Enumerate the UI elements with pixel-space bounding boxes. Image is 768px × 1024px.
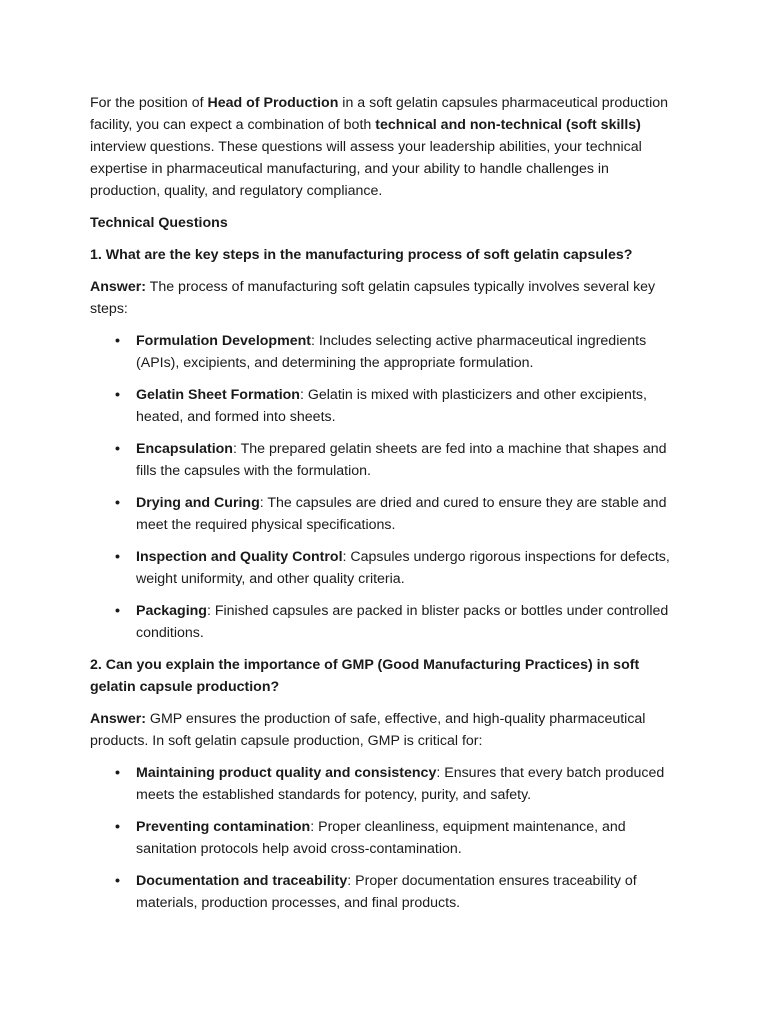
list-item-desc: : Includes selecting active pharmaceutical ingredients (APIs), excipients, and determining the appropriate formulation. — [136, 333, 647, 371]
list-item-term: Maintaining product quality and consistency — [136, 765, 437, 781]
answer-paragraph — [90, 708, 682, 752]
intro-bold-skills: technical and non-technical (soft skills) — [375, 117, 641, 133]
list-item-term: Inspection and Quality Control — [136, 549, 343, 565]
list-item — [115, 816, 682, 860]
list-item — [115, 870, 682, 914]
intro-bold-role: Head of Production — [207, 95, 339, 111]
list-item — [115, 438, 682, 482]
list-item-term: Drying and Curing — [136, 495, 260, 511]
list-item-term: Gelatin Sheet Formation — [136, 387, 300, 403]
bullet-icon: • — [115, 333, 120, 349]
list-item — [115, 492, 682, 536]
bullet-icon: • — [115, 495, 120, 511]
list-item-term: Preventing contamination — [136, 819, 311, 835]
bullet-list — [90, 762, 682, 914]
intro-paragraph — [90, 92, 682, 202]
answer-paragraph — [90, 276, 682, 320]
question-heading: 2. Can you explain the importance of GMP (Good Manufacturing Practices) in soft gelatin capsule production? — [90, 657, 640, 695]
list-item-term: Encapsulation — [136, 441, 233, 457]
answer-text: The process of manufacturing soft gelatin capsules typically involves several key steps: — [90, 279, 656, 317]
list-item-term: Packaging — [136, 603, 207, 619]
list-item-desc: : The prepared gelatin sheets are fed into a machine that shapes and fills the capsules with the formulation. — [136, 441, 667, 479]
answer-label: Answer: — [90, 279, 146, 295]
list-item — [115, 546, 682, 590]
bullet-icon: • — [115, 441, 120, 457]
bullet-icon: • — [115, 765, 120, 781]
list-item — [115, 762, 682, 806]
bullet-icon: • — [115, 819, 120, 835]
list-item — [115, 600, 682, 644]
intro-text-2: in a soft gelatin capsules pharmaceutical production facility, you can expect a combination of both — [90, 95, 669, 133]
bullet-list — [90, 330, 682, 644]
bullet-icon: • — [115, 873, 120, 889]
list-item-desc: : Capsules undergo rigorous inspections for defects, weight uniformity, and other quality criteria. — [136, 549, 670, 587]
intro-text-1: For the position of — [90, 95, 208, 111]
list-item-desc: : Ensures that every batch produced meets the established standards for potency, purity, and safety. — [136, 765, 665, 803]
intro-text-3: interview questions. These questions will assess your leadership abilities, your technical expertise in pharmaceutical manufacturing, and your ability to handle challenges in production, quality, and regulatory compliance. — [90, 139, 642, 199]
list-item — [115, 384, 682, 428]
bullet-icon: • — [115, 603, 120, 619]
question-heading: 1. What are the key steps in the manufacturing process of soft gelatin capsules? — [90, 247, 633, 263]
list-item-desc: : Gelatin is mixed with plasticizers and other excipients, heated, and formed into sheets. — [136, 387, 647, 425]
answer-label: Answer: — [90, 711, 146, 727]
list-item-desc: : Proper cleanliness, equipment maintenance, and sanitation protocols help avoid cross-contamination. — [136, 819, 626, 857]
list-item-term: Formulation Development — [136, 333, 311, 349]
list-item-term: Documentation and traceability — [136, 873, 348, 889]
answer-text: GMP ensures the production of safe, effective, and high-quality pharmaceutical products. In soft gelatin capsule production, GMP is critical for: — [90, 711, 646, 749]
list-item-desc: : Finished capsules are packed in blister packs or bottles under controlled conditions. — [136, 603, 669, 641]
list-item — [115, 330, 682, 374]
list-item-desc: : The capsules are dried and cured to ensure they are stable and meet the required physical specifications. — [136, 495, 667, 533]
list-item-desc: : Proper documentation ensures traceability of materials, production processes, and final products. — [136, 873, 637, 911]
bullet-icon: • — [115, 549, 120, 565]
section-heading: Technical Questions — [90, 215, 228, 231]
bullet-icon: • — [115, 387, 120, 403]
